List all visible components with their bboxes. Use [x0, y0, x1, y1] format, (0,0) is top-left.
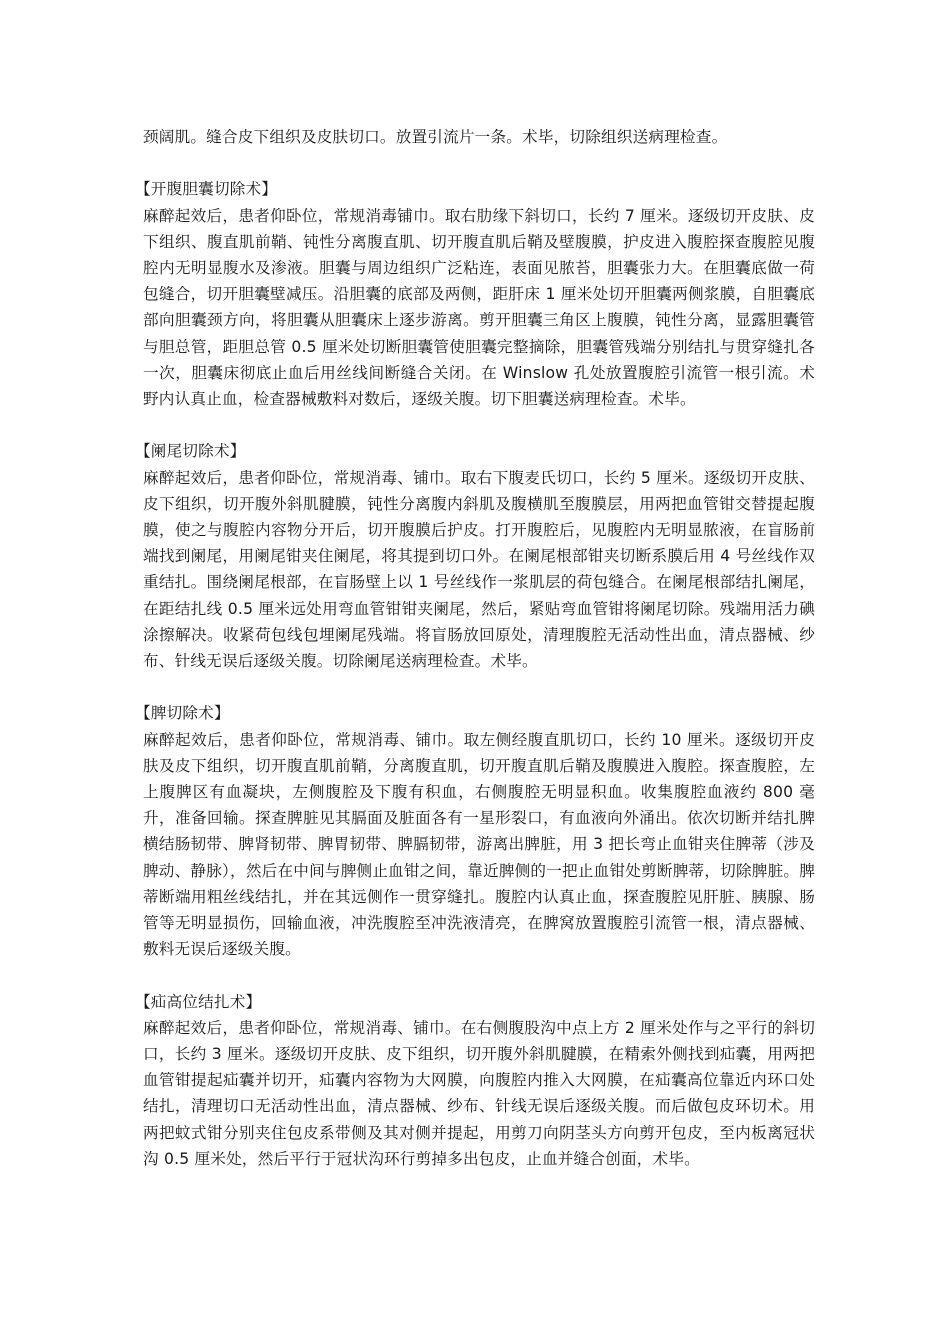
section-appendectomy [135, 438, 815, 674]
intro-paragraph: 颈阔肌。缝合皮下组织及皮肤切口。放置引流片一条。术毕，切除组织送病理检查。 [143, 128, 728, 146]
section-heading: 【脾切除术】 [135, 704, 230, 723]
paragraph-gap [143, 674, 815, 700]
section-paragraph: 麻醉起效后，患者仰卧位，常规消毒铺巾。取右肋缘下斜切口，长约 7 厘米。逐级切开皮肤、皮下组织、腹直肌前鞘、钝性分离腹直肌、切开腹直肌后鞘及壁腹膜，护皮进入腹腔探查腹腔见腹腔内无明显腹水及渗液。胆囊与周边组织广泛粘连，表面见脓苔，胆囊张力大。在胆囊底做一荷包缝合，切开胆囊壁减压。沿胆囊的底部及两侧，距肝床 1 厘米处切开胆囊两侧浆膜，自胆囊底部向胆囊颈方向，将胆囊从胆囊床上逐步游离。剪开胆囊三角区上腹膜，钝性分离，显露胆囊管与胆总管，距胆总管 0.5 厘米处切断胆囊管使胆囊完整摘除，胆囊管残端分别结扎与贯穿缝扎各一次，胆囊床彻底止血后用丝线间断缝合关闭。在 Winslow 孔处放置腹腔引流管一根引流。术野内认真止血，检查器械敷料对数后，逐级关腹。切下胆囊送病理检查。术毕。 [143, 206, 815, 409]
paragraph-gap [143, 150, 815, 176]
paragraph-gap [143, 962, 815, 988]
section-cholecystectomy [135, 176, 815, 412]
section-heading: 【阑尾切除术】 [135, 442, 246, 461]
section-paragraph: 麻醉起效后，患者仰卧位，常规消毒、铺巾。取左侧经腹直肌切口，长约 10 厘米。逐级切开皮肤及皮下组织，切开腹直肌前鞘，分离腹直肌，切开腹直肌后鞘及腹膜进入腹腔。探查腹腔，左上腹脾区有血凝块，左侧腹腔及下腹有积血，右侧腹腔无明显积血。收集腹腔血液约 800 毫升，准备回输。探查脾脏见其膈面及脏面各有一星形裂口，有血液向外涌出。依次切断并结扎脾横结肠韧带、脾肾韧带、脾胃韧带、脾膈韧带，游离出脾脏，用 3 把长弯止血钳夹住脾蒂（涉及脾动、静脉），然后在中间与脾侧止血钳之间，靠近脾侧的一把止血钳处剪断脾蒂，切除脾脏。脾蒂断端用粗丝线结扎，并在其远侧作一贯穿缝扎。腹腔内认真止血，探查腹腔见肝脏、胰腺、肠管等无明显损伤，回输血液，冲洗腹腔至冲洗液清亮，在脾窝放置腹腔引流管一根，清点器械、敷料无误后逐级关腹。 [143, 730, 815, 959]
document-body [135, 124, 815, 1172]
section-splenectomy [135, 700, 815, 962]
section-heading: 【疝高位结扎术】 [135, 992, 262, 1011]
paragraph-gap [143, 412, 815, 438]
section-heading: 【开腹胆囊切除术】 [135, 180, 278, 199]
section-paragraph: 麻醉起效后，患者仰卧位，常规消毒、铺巾。在右侧腹股沟中点上方 2 厘米处作与之平行的斜切口，长约 3 厘米。逐级切开皮肤、皮下组织，切开腹外斜肌腱膜，在精索外侧找到疝囊，用两把血管钳提起疝囊并切开，疝囊内容物为大网膜，向腹腔内推入大网膜，在疝囊高位靠近内环口处结扎，清理切口无活动性出血，清点器械、纱布、针线无误后逐级关腹。而后做包皮环切术。用两把蚊式钳分别夹住包皮系带侧及其对侧并提起，用剪刀向阴茎头方向剪开包皮，至内板离冠状沟 0.5 厘米处，然后平行于冠状沟环行剪掉多出包皮，止血并缝合创面，术毕。 [143, 1018, 815, 1168]
section-hernia-ligation [135, 989, 815, 1172]
section-paragraph: 麻醉起效后，患者仰卧位，常规消毒、铺巾。取右下腹麦氏切口，长约 5 厘米。逐级切开皮肤、皮下组织，切开腹外斜肌腱膜，钝性分离腹内斜肌及腹横肌至腹膜层，用两把血管钳交替提起腹膜，使之与腹腔内容物分开后，切开腹膜后护皮。打开腹腔后，见腹腔内无明显脓液，在盲肠前端找到阑尾，用阑尾钳夹住阑尾，将其提到切口外。在阑尾根部钳夹切断系膜后用 4 号丝线作双重结扎。围绕阑尾根部，在盲肠壁上以 1 号丝线作一浆肌层的荷包缝合。在阑尾根部结扎阑尾，在距结扎线 0.5 厘米远处用弯血管钳钳夹阑尾，然后，紧贴弯血管钳将阑尾切除。残端用活力碘涂擦解决。收紧荷包线包埋阑尾残端。将盲肠放回原处，清理腹腔无活动性出血，清点器械、纱布、针线无误后逐级关腹。切除阑尾送病理检查。术毕。 [143, 468, 815, 671]
